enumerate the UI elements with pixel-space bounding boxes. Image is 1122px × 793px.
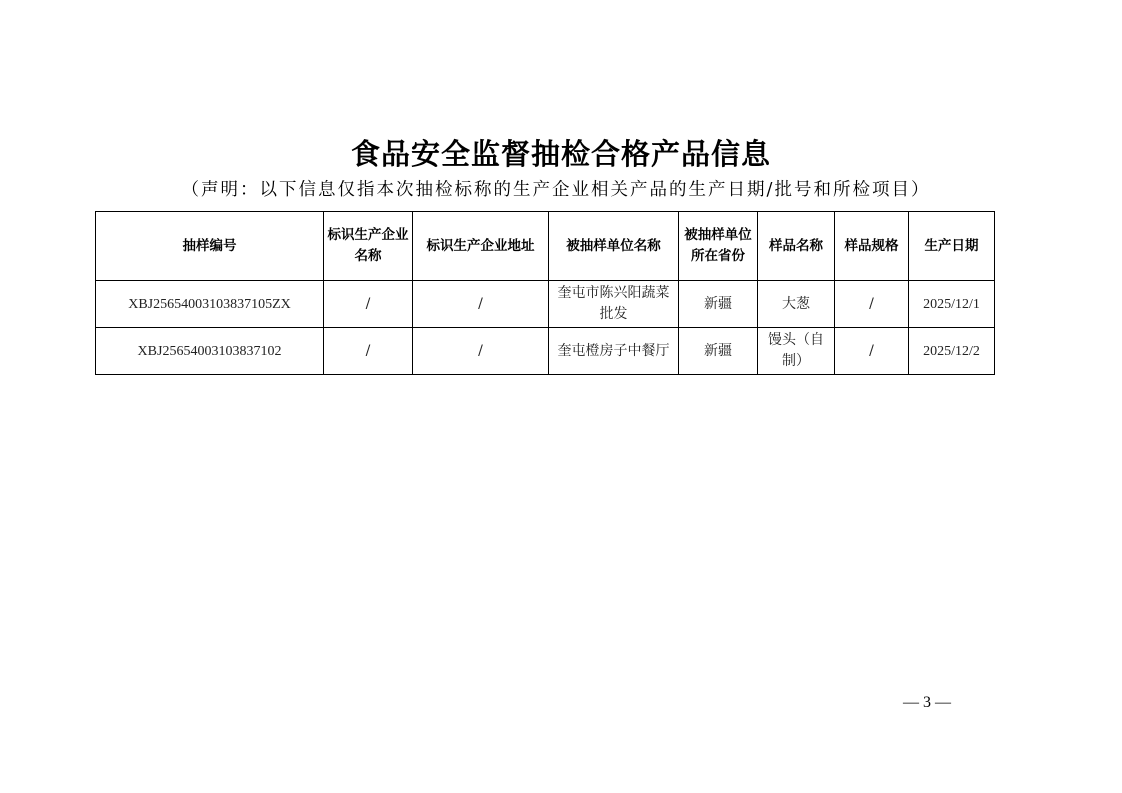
header-sampled-unit-province: 被抽样单位所在省份 xyxy=(679,212,758,281)
cell-manufacturer-name: / xyxy=(324,281,413,328)
header-sample-spec: 样品规格 xyxy=(835,212,909,281)
cell-production-date: 2025/12/2 xyxy=(909,328,995,375)
cell-sample-name: 大葱 xyxy=(758,281,835,328)
table-header-row xyxy=(96,212,995,281)
table-row xyxy=(96,328,995,375)
page-number: — 3 — xyxy=(903,694,951,711)
cell-sample-number: XBJ25654003103837105ZX xyxy=(96,281,324,328)
cell-sampled-unit-name: 奎屯市陈兴阳蔬菜批发 xyxy=(549,281,679,328)
cell-sample-name: 馒头（自制） xyxy=(758,328,835,375)
header-production-date: 生产日期 xyxy=(909,212,995,281)
cell-sampled-unit-province: 新疆 xyxy=(679,328,758,375)
document-subtitle: （声明：以下信息仅指本次抽检标称的生产企业相关产品的生产日期/批号和所检项目） xyxy=(181,180,931,200)
cell-production-date: 2025/12/1 xyxy=(909,281,995,328)
cell-sample-spec: / xyxy=(835,328,909,375)
header-sample-number: 抽样编号 xyxy=(96,212,324,281)
header-sampled-unit-name: 被抽样单位名称 xyxy=(549,212,679,281)
cell-sample-spec: / xyxy=(835,281,909,328)
cell-manufacturer-address: / xyxy=(413,328,549,375)
cell-sampled-unit-name: 奎屯橙房子中餐厅 xyxy=(549,328,679,375)
cell-sampled-unit-province: 新疆 xyxy=(679,281,758,328)
document-title: 食品安全监督抽检合格产品信息 xyxy=(350,137,771,171)
inspection-table xyxy=(95,211,995,375)
header-sample-name: 样品名称 xyxy=(758,212,835,281)
cell-manufacturer-name: / xyxy=(324,328,413,375)
header-manufacturer-address: 标识生产企业地址 xyxy=(413,212,549,281)
header-manufacturer-name: 标识生产企业名称 xyxy=(324,212,413,281)
table-row xyxy=(96,281,995,328)
cell-manufacturer-address: / xyxy=(413,281,549,328)
cell-sample-number: XBJ25654003103837102 xyxy=(96,328,324,375)
